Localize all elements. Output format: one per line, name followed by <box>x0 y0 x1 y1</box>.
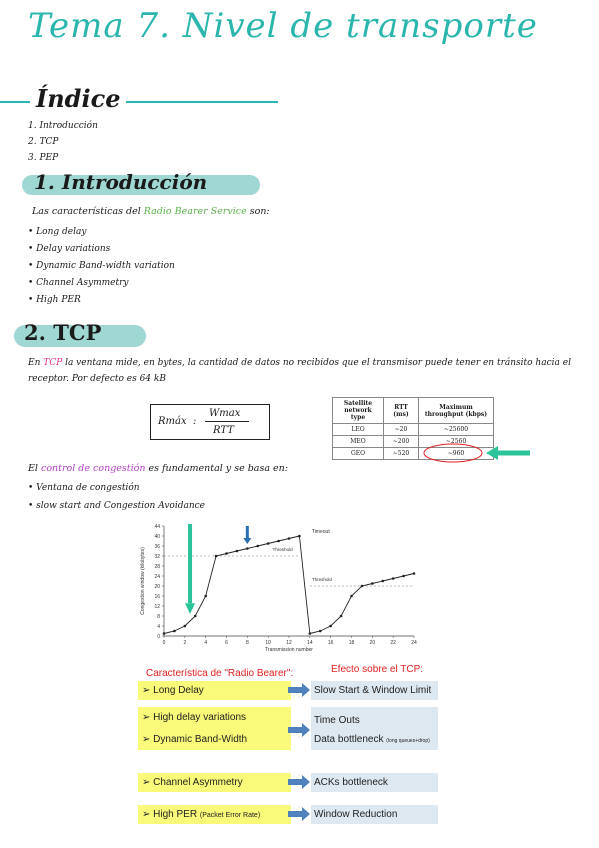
x-tick-label: 6 <box>225 640 228 646</box>
arrowhead-icon <box>185 603 195 614</box>
characteristic-box: ➢ High PER (Packet Error Rate) <box>138 805 291 824</box>
list-item: 3. PEP <box>28 153 59 163</box>
y-tick-label: 28 <box>154 564 160 570</box>
x-tick-label: 4 <box>204 640 208 646</box>
section-heading: 1. Introducción <box>34 170 208 194</box>
data-point <box>361 585 364 588</box>
arrow-down-icon <box>246 526 249 538</box>
x-tick-label: 14 <box>307 640 313 646</box>
list-item: 1. Introducción <box>28 121 98 131</box>
effect-box: Slow Start & Window Limit <box>311 681 438 700</box>
data-point <box>288 537 291 540</box>
list-item: • Delay variations <box>28 244 111 254</box>
data-point <box>402 575 405 578</box>
list-item: 2. TCP <box>28 137 59 147</box>
section-heading: 2. TCP <box>24 320 102 345</box>
table-header: Satellite network type <box>333 398 384 424</box>
x-tick-label: 18 <box>348 640 355 646</box>
characteristic-box: ➢ Channel Asymmetry <box>138 773 291 792</box>
data-point <box>371 582 374 585</box>
formula-box: Rmáx : Wmax RTT <box>150 404 270 440</box>
congestion-chart <box>138 520 428 655</box>
drop-line <box>299 536 309 634</box>
annotation-threshold: Threshold <box>272 547 293 552</box>
paragraph: Las características del Radio Bearer Service son: <box>32 206 270 217</box>
x-tick-label: 0 <box>162 640 166 646</box>
data-point <box>413 572 416 575</box>
data-point <box>173 630 176 633</box>
paragraph: El control de congestión es fundamental y se basa en: <box>28 463 288 474</box>
data-point <box>163 632 166 635</box>
data-point <box>329 625 332 628</box>
data-point <box>256 545 259 548</box>
y-tick-label: 40 <box>154 534 160 540</box>
data-point <box>298 535 301 538</box>
data-point <box>350 595 353 598</box>
y-tick-label: 4 <box>157 624 160 630</box>
x-tick-label: 12 <box>286 640 292 646</box>
x-tick-label: 8 <box>245 640 249 646</box>
x-tick-label: 10 <box>265 640 271 646</box>
paragraph: En TCP la ventana mide, en bytes, la cantidad de datos no recibidos que el transmisor puede tener en tránsito hacia el receptor. Por defecto es 64 kB <box>28 358 571 384</box>
data-point <box>340 615 343 618</box>
highlight-text: Radio Bearer Service <box>143 206 247 217</box>
data-point <box>319 630 322 633</box>
arrows-column <box>288 680 314 830</box>
comparison-right-title: Efecto sobre el TCP: <box>331 664 424 675</box>
y-tick-label: 36 <box>154 544 160 550</box>
y-tick-label: 32 <box>154 554 160 560</box>
list-item: • Ventana de congestión <box>28 483 140 493</box>
y-tick-label: 12 <box>154 604 160 610</box>
series-line <box>310 574 414 634</box>
arrowhead-icon <box>486 446 498 460</box>
arrow-right-icon <box>288 775 310 789</box>
circle-mark <box>424 444 482 462</box>
data-point <box>215 555 218 558</box>
annotation-threshold: Threshold <box>311 577 332 582</box>
page-title: Tema 7. Nivel de transporte <box>28 6 538 46</box>
y-tick-label: 8 <box>157 614 160 620</box>
data-point <box>381 580 384 583</box>
list-item: • Long delay <box>28 227 87 237</box>
y-axis-label: Congestion window (kilobytes) <box>140 547 146 615</box>
x-tick-label: 20 <box>369 640 376 646</box>
data-point <box>204 595 207 598</box>
data-point <box>184 625 187 628</box>
table-row: MEO ~200 ~2560 <box>333 436 494 448</box>
effect-box: Window Reduction <box>311 805 438 824</box>
highlight-text: TCP <box>43 358 63 368</box>
arrow-right-icon <box>288 723 310 737</box>
data-point <box>194 615 197 618</box>
list-item: • slow start and Congestion Avoidance <box>28 501 206 511</box>
arrow-right-icon <box>288 683 310 697</box>
arrow-right-icon <box>288 807 310 821</box>
data-point <box>246 547 249 550</box>
index-heading: Índice <box>30 84 126 113</box>
list-item: • Dynamic Band-width variation <box>28 261 175 271</box>
bullet-list <box>28 224 175 309</box>
index-list <box>28 118 98 166</box>
effect-box: ACKs bottleneck <box>311 773 438 792</box>
x-tick-label: 2 <box>183 640 187 646</box>
list-item: • Channel Asymmetry <box>28 278 129 288</box>
data-point <box>236 550 239 553</box>
highlight-text: control de congestión <box>41 463 146 474</box>
characteristic-box: ➢ Long Delay <box>138 681 291 700</box>
x-axis-label: Transmission number <box>265 647 313 653</box>
list-item: • High PER <box>28 295 81 305</box>
annotation-timeout: Timeout <box>311 529 330 535</box>
x-tick-label: 22 <box>390 640 396 646</box>
table-row: LEO ~20 ~25600 <box>333 424 494 436</box>
data-point <box>225 552 228 555</box>
characteristic-box: ➢ High delay variations ➢ Dynamic Band-Width <box>138 707 291 750</box>
comparison-left-title: Característica de "Radio Bearer": <box>146 668 294 679</box>
data-point <box>392 577 395 580</box>
y-tick-label: 44 <box>154 524 160 530</box>
y-tick-label: 0 <box>157 634 160 640</box>
arrowhead-icon <box>243 538 251 544</box>
bullet-list <box>28 479 205 515</box>
table-row: GEO ~520 ~960 <box>333 448 494 460</box>
data-point <box>309 632 312 635</box>
arrow-down-icon <box>188 524 192 603</box>
y-tick-label: 20 <box>154 584 160 590</box>
table-header: Maximum throughput (kbps) <box>419 398 494 424</box>
table-header: RTT (ms) <box>384 398 419 424</box>
y-tick-label: 16 <box>154 594 160 600</box>
data-point <box>267 542 270 545</box>
y-tick-label: 24 <box>154 574 160 580</box>
data-point <box>277 540 280 543</box>
x-tick-label: 16 <box>327 640 334 646</box>
x-tick-label: 24 <box>411 640 417 646</box>
highlight-annotation <box>420 441 540 465</box>
effect-box: Time Outs Data bottleneck (long queues+drop) <box>311 707 438 750</box>
